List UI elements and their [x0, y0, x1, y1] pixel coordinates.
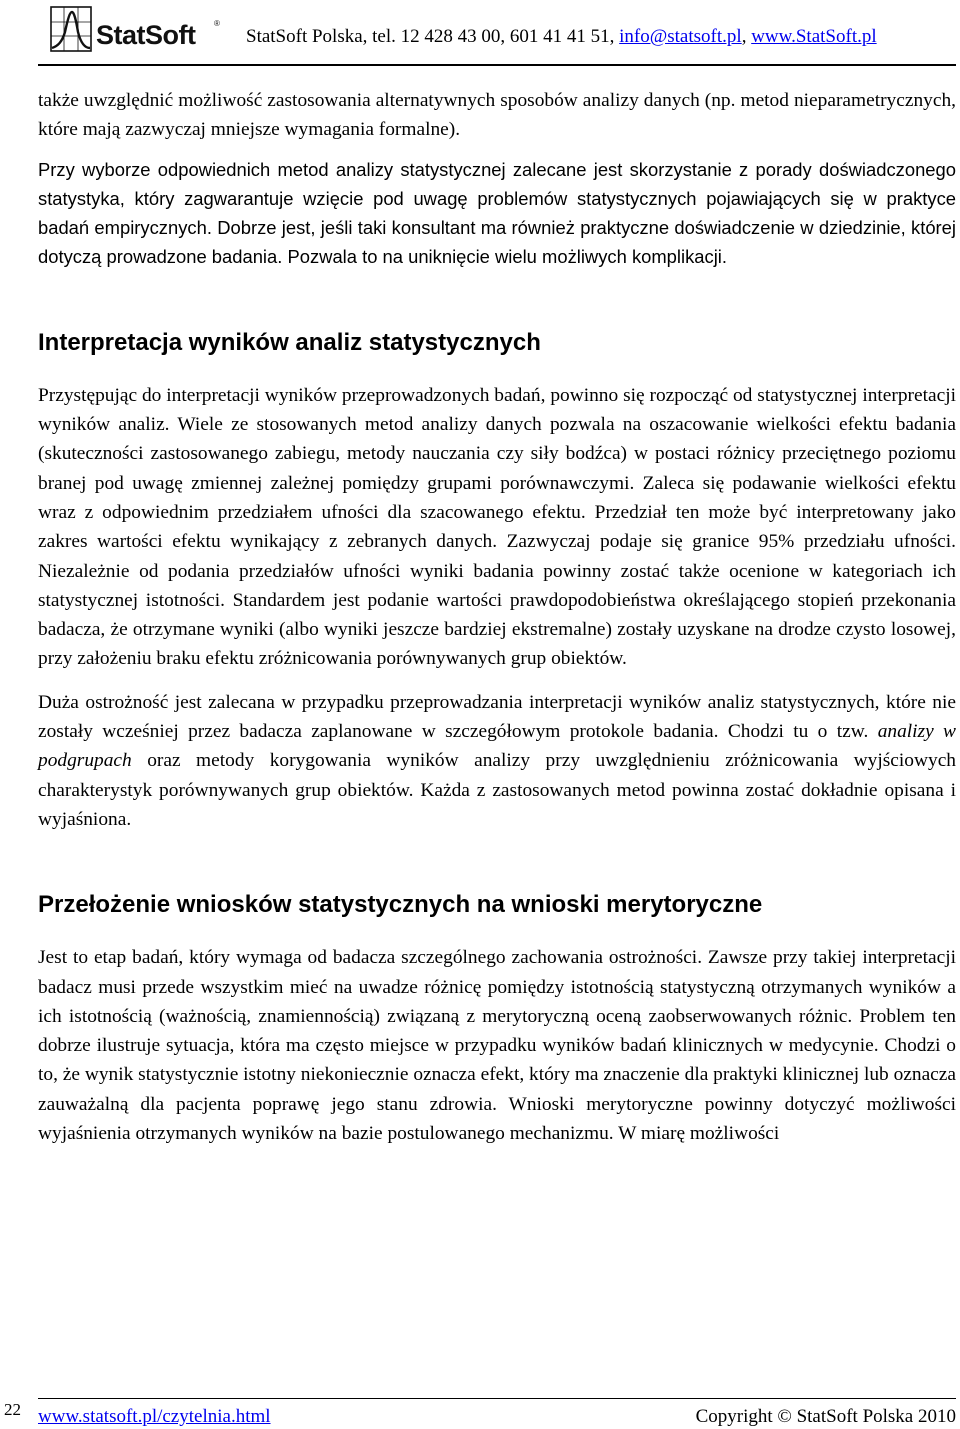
section-heading-conclusions: Przełożenie wniosków statystycznych na wnioski merytoryczne — [38, 891, 763, 919]
paragraph-2: Przy wyborze odpowiednich metod analizy statystycznej zalecane jest skorzystanie z porady doświadczonego statystyka, który zagwarantuje wzięcie pod uwagę problemów statystycznych pojawiających się w praktyce badań empirycznych. Dobrze jest, jeśli taki konsultant ma również praktyczne doświadczenie w dziedzinie, której dotyczą prowadzone badania. Pozwala to na uniknięcie wielu możliwych komplikacji. — [38, 158, 956, 268]
section-heading-interpretation: Interpretacja wyników analiz statystycznych — [38, 328, 541, 356]
paragraph-4 — [38, 688, 956, 834]
email-link[interactable]: info@statsoft.pl — [619, 26, 742, 47]
registered-mark: ® — [214, 19, 220, 28]
paragraph-4-text-a: Duża ostrożność jest zalecana w przypadku przeprowadzania interpretacji wyników analiz statystycznych, które nie zostały wcześniej przez badacza zaplanowane w szczegółowym protokole badania. Chodzi tu o tzw. — [38, 691, 956, 743]
copyright-notice: Copyright © StatSoft Polska 2010 — [695, 1406, 956, 1427]
website-link[interactable]: www.StatSoft.pl — [751, 26, 877, 47]
contact-phones: StatSoft Polska, tel. 12 428 43 00, 601 41 41 51, — [246, 26, 620, 47]
header-contact — [246, 26, 877, 48]
header-divider — [38, 64, 956, 66]
footer-divider — [38, 1398, 956, 1399]
page-number: 22 — [4, 1400, 21, 1419]
reading-room-link[interactable]: www.statsoft.pl/czytelnia.html — [38, 1406, 271, 1427]
page-content — [38, 86, 956, 1148]
paragraph-1: także uwzględnić możliwość zastosowania alternatywnych sposobów analizy danych (np. metod nieparametrycznych, które mają zazwyczaj mniejsze wymagania formalne). — [38, 90, 956, 141]
paragraph-5: Jest to etap badań, który wymaga od badacza szczególnego zachowania ostrożności. Zawsze przy takiej interpretacji badacz musi przede wszystkim mieć na uwadze różnicę pomiędzy istotnością statystyczną otrzymanych wyników a ich istotnością (ważnością, znamiennością) związaną z merytoryczną oceną zaobserwowanych różnic. Problem ten dobrze ilustruje sytuacja, która ma często miejsce w przypadku wyników badań klinicznych w medycynie. Chodzi o to, że wynik statystycznie istotny niekoniecznie oznacza efekt, który ma znaczenie dla praktyki klinicznej lub oznacza zauważalną dla pacjenta poprawę jego stanu zdrowia. Wnioski merytoryczne powinny dotyczyć możliwości wyjaśnienia otrzymanych wyników na bazie postulowanego mechanizmu. W miarę możliwości — [38, 947, 956, 1145]
paragraph-4-text-b: oraz metody korygowania wyników analizy przy uwzględnieniu zróżnicowania wyjściowych charakterystyk porównywanych grup obiektów. Każda z zastosowanych metod powinna zostać dokładnie opisana i wyjaśniona. — [38, 750, 956, 830]
emphasis-subgroup-analysis: analizy w podgrupach — [38, 721, 956, 772]
logo-text: StatSoft — [96, 20, 196, 50]
paragraph-3: Przystępując do interpretacji wyników przeprowadzonych badań, powinno się rozpocząć od statystycznej interpretacji wyników analiz. Wiele ze stosowanych metod analizy danych pozwala na oszacowanie wielkości efektu badania (skuteczności zastosowanego zabiegu, metody nauczania czy siły bodźca) w postaci różnicy przeciętnego poziomu branej pod uwagę zmiennej zależnej pomiędzy grupami porównawczymi. Zaleca się podawanie wielkości efektu wraz z odpowiednim przedziałem ufności dla szacowanego efektu. Przedział ten może być interpretowany jako zakres wartości efektu wynikający z zebranych danych. Zazwyczaj podaje się granice 95% przedziału ufności. Niezależnie od podania przedziałów ufności wyniki badania powinny zostać także ocenione w kategoriach ich statystycznej istotności. Standardem jest podanie wartości prawdopodobieństwa określającego stopień przekonania badacza, że otrzymane wyniki (albo wyniki jeszcze bardziej ekstremalne) zostały uzyskane na drodze czysto losowej, przy założeniu braku efektu zróżnicowania porównywanych grup obiektów. — [38, 384, 956, 670]
page-header — [0, 0, 960, 68]
contact-separator: , — [741, 26, 752, 47]
